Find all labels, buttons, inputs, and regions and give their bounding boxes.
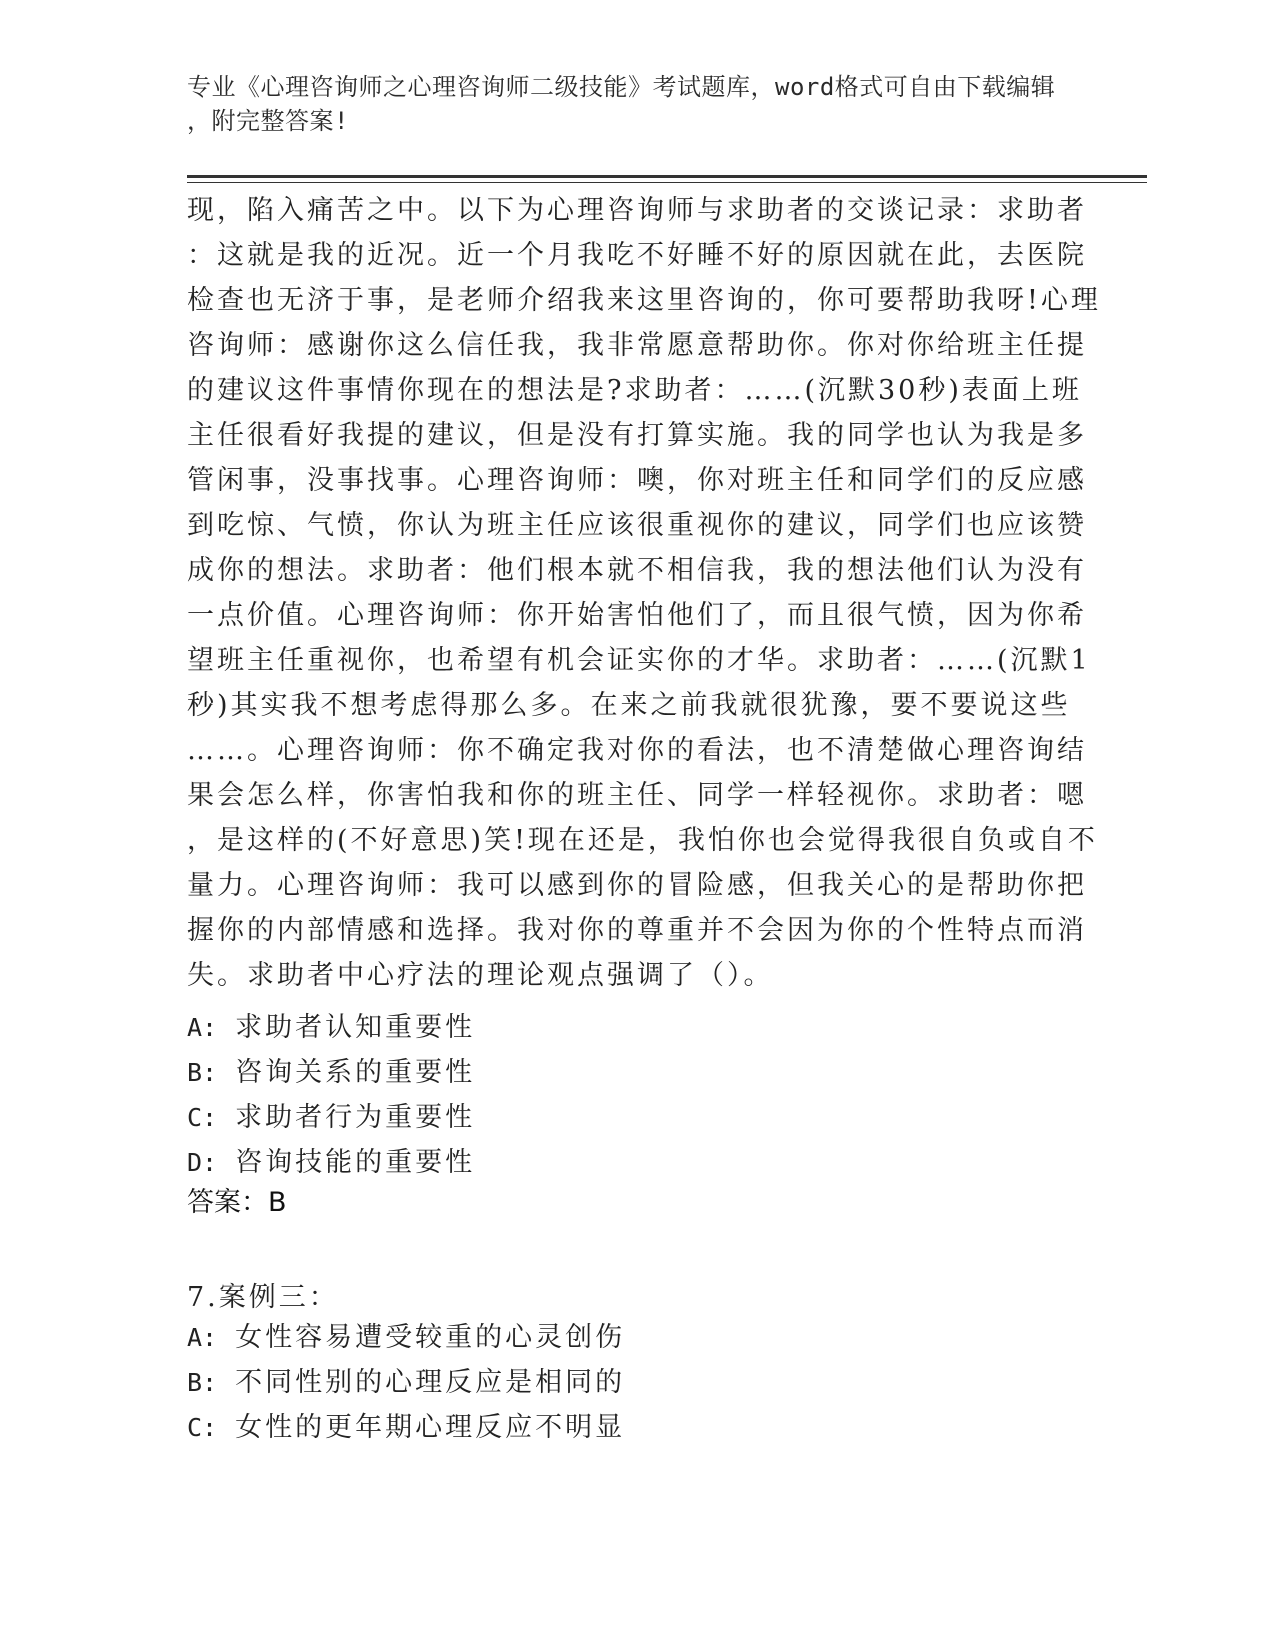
header-rule-thick <box>187 175 1147 178</box>
option-label: C: <box>187 1103 218 1132</box>
option-label: B: <box>187 1368 218 1397</box>
stem-line: ：这就是我的近况。近一个月我吃不好睡不好的原因就在此，去医院 <box>187 240 1087 271</box>
question-7-title: 7.案例三： <box>187 1282 339 1313</box>
stem-line: 握你的内部情感和选择。我对你的尊重并不会因为你的个性特点而消 <box>187 915 1087 946</box>
stem-line: 主任很看好我提的建议，但是没有打算实施。我的同学也认为我是多 <box>187 420 1087 451</box>
stem-line: 果会怎么样，你害怕我和你的班主任、同学一样轻视你。求助者：嗯 <box>187 780 1087 811</box>
option-label: A: <box>187 1013 218 1042</box>
stem-line: 失。求助者中心疗法的理论观点强调了（）。 <box>187 960 774 991</box>
option-c <box>187 1405 887 1450</box>
stem-line: 检查也无济于事，是老师介绍我来这里咨询的，你可要帮助我呀!心理 <box>187 285 1101 316</box>
option-b <box>187 1360 887 1405</box>
option-label: A: <box>187 1323 218 1352</box>
option-label: B: <box>187 1058 218 1087</box>
stem-line: 望班主任重视你，也希望有机会证实你的才华。求助者：……(沉默1 <box>187 645 1091 676</box>
header-line-2: ，附完整答案! <box>187 107 349 135</box>
answer-label: 答案：B <box>187 1187 287 1218</box>
option-label: C: <box>187 1413 218 1442</box>
option-b <box>187 1050 887 1095</box>
stem-line: 咨询师：感谢你这么信任我，我非常愿意帮助你。你对你给班主任提 <box>187 330 1087 361</box>
option-a <box>187 1315 887 1360</box>
option-text: 不同性别的心理反应是相同的 <box>235 1367 626 1398</box>
option-text: 咨询关系的重要性 <box>235 1057 476 1088</box>
stem-line: ，是这样的(不好意思)笑!现在还是，我怕你也会觉得我很自负或自不 <box>187 825 1098 856</box>
option-a <box>187 1005 887 1050</box>
question-6-stem <box>187 188 1101 998</box>
page-header <box>187 70 1087 138</box>
option-c <box>187 1095 887 1140</box>
option-label: D: <box>187 1148 218 1177</box>
question-7-options <box>187 1315 887 1450</box>
header-line-1: 专业《心理咨询师之心理咨询师二级技能》考试题库，word格式可自由下载编辑 <box>187 73 1056 101</box>
stem-line: 到吃惊、气愤，你认为班主任应该很重视你的建议，同学们也应该赞 <box>187 510 1087 541</box>
stem-line: 的建议这件事情你现在的想法是?求助者：……(沉默30秒)表面上班 <box>187 375 1082 406</box>
stem-line: 秒)其实我不想考虑得那么多。在来之前我就很犹豫，要不要说这些 <box>187 690 1071 721</box>
stem-line: 现，陷入痛苦之中。以下为心理咨询师与求助者的交谈记录：求助者 <box>187 195 1087 226</box>
option-text: 求助者认知重要性 <box>235 1012 476 1043</box>
option-d <box>187 1140 887 1185</box>
stem-line: 量力。心理咨询师：我可以感到你的冒险感，但我关心的是帮助你把 <box>187 870 1087 901</box>
stem-line: 成你的想法。求助者：他们根本就不相信我，我的想法他们认为没有 <box>187 555 1087 586</box>
option-text: 女性的更年期心理反应不明显 <box>235 1412 626 1443</box>
stem-line: 管闲事，没事找事。心理咨询师：噢，你对班主任和同学们的反应感 <box>187 465 1087 496</box>
stem-line: ……。心理咨询师：你不确定我对你的看法，也不清楚做心理咨询结 <box>187 735 1087 766</box>
option-text: 女性容易遭受较重的心灵创伤 <box>235 1322 626 1353</box>
option-text: 咨询技能的重要性 <box>235 1147 476 1178</box>
stem-line: 一点价值。心理咨询师：你开始害怕他们了，而且很气愤，因为你希 <box>187 600 1087 631</box>
header-rule-thin <box>187 182 1147 183</box>
question-6-options <box>187 1005 887 1185</box>
option-text: 求助者行为重要性 <box>235 1102 476 1133</box>
